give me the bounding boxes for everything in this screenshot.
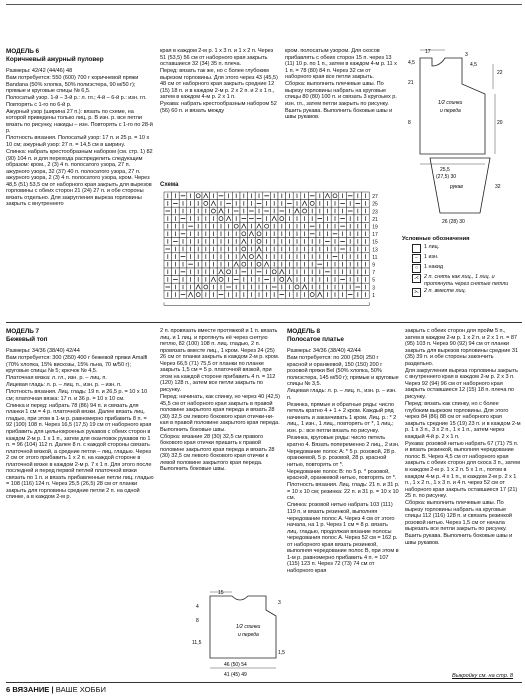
m8-materials: Вам потребуется: по 200 (250) 250 г красной и оранжевой, 150 (150) 200 г розовой пряжи Bel (50% хлопка, 50% полиэстера, 145 м/50 г); прямые и круговые спицы № 3,5. xyxy=(287,354,399,388)
chart-cell xyxy=(278,276,286,284)
k2tog-symbol-icon: ⋋ xyxy=(414,289,419,296)
top-rule xyxy=(6,4,522,5)
m8-gauge: Плотность вязания. Лиц. гладь: 21 п. и 31 р. = 10 х 10 см; резинка: 22 п. и 31 р. = 10 х 10 см. xyxy=(287,482,400,502)
d6-w: 25,5 xyxy=(440,167,450,173)
m6-sizes: Размеры: 42/42 (44/46) 48 xyxy=(6,67,73,74)
m7-garter: Платочная вязка: л. гл., изн. р. – лиц. п. xyxy=(6,375,107,382)
d7-bot: 41 (45) 49 xyxy=(224,672,247,678)
chart-cell xyxy=(255,238,263,246)
legend-item xyxy=(402,264,522,273)
magazine-brand: ВЯЗАНИЕ xyxy=(12,685,50,694)
chart-cell xyxy=(240,260,248,268)
d6-s3: 8 xyxy=(408,120,411,126)
d6-h1: 32 xyxy=(495,184,501,190)
m8-sleeves: Рукава: розовой нитью набрать 67 (71) 75 п. и вязать резинкой, выполняя чередование полос В. Через 4,5 см от наборного края закрыть с обеих сторон для скоса 3 п., затем в каждом 2-м р. 1 х 2 п. 5 х 1 п., потом в каждом 4-м р. 4 х 1 п., в каждом 2-м р. 2 х 1 п., 1 х 2 п., 1 х 3 п. и 4 п. через 52 см от наборного края закрыть оставшиеся 17 (21) 25 п. по рисунку. xyxy=(405,440,520,500)
chart-cell xyxy=(263,222,271,230)
d7-top: 15 xyxy=(218,590,224,596)
m6-sleeve-schematic xyxy=(410,148,510,230)
legend-label: 1 накид xyxy=(424,264,443,271)
m6-sleeves-cont: кром. полосатым узором. Для скосов прибавлять с обеих сторон 15 п. через 13 (11) 10 р. по 1 п., затем в каждом 4-м р. 11 х 1 п. = 78 (80) 84 п. Через 32 см от наборного края все петли закрыть. xyxy=(285,48,397,81)
chart-row-number: 21 xyxy=(372,216,378,223)
chart-row-number: 13 xyxy=(372,247,378,254)
chart-row-number: 17 xyxy=(372,232,378,239)
chart-row-number: 15 xyxy=(372,239,378,246)
m8-sizes: Размеры: 34/36 (38/40) 42/44 xyxy=(287,347,361,354)
chart-cell xyxy=(240,245,248,253)
chart-cell xyxy=(202,200,210,208)
d6-s1: 21 xyxy=(408,80,414,86)
m7-front: Перед: начинать, как спинку, но через 40 (42,5) 45,5 см от наборного края закрыть в правой половине закрытого края переда и вязать 28 (30) 32,5 см левого бокового края отички-ни-кая в правой половине закрытого края переда. Выполнить боковые швы. xyxy=(160,393,280,433)
d7-h1: 3 xyxy=(278,600,281,606)
chart-cell xyxy=(210,207,218,215)
m7-col1 xyxy=(6,328,154,501)
m7-name: Бежевый топ xyxy=(6,335,48,343)
d6-w3: 26 (28) 30 xyxy=(442,219,465,225)
chart-cell xyxy=(225,268,233,276)
m6-materials: Вам потребуется: 550 (600) 700 г коричневой пряжи Bandana (50% хлопка, 50% полиэстера, 90 м/50 г); прямые и круговые спицы № 6,5. xyxy=(6,74,139,95)
magazine-subtitle: ВАШЕ ХОББИ xyxy=(55,685,106,694)
purl-symbol-icon: − xyxy=(412,254,421,263)
m6-front: Перед: вязать так же, но с более глубоким вырезом горловины. Для этого через 43 (45,5) 48 см от наборного края закрыть средние 12 (15) 18 п. и в каждом 2-м р. 2 х 2 п. и 2 х 1 п., затем в каждом 4-м р. 2 х 1 п. xyxy=(160,68,278,101)
ssk-symbol-icon: ⋌ xyxy=(414,275,419,282)
m7-back-cont: 2 п. провязать вместе протяжкой и 1 п. вязать лиц. и 1 лиц. и протянуть её через снятую петлю, 82 (100) 108 п. лиц. гладью, 2 п. провязать вместе лиц., 1 кром. Через 24 (25) 26 см от планки закрыть в каждом 2-м р. кром. Через 66,5 (71) 75,5 от планки по планке закрыть 1,5 см = 5 р. платочной вязкой, при этом на каждой стороне прибавить 4 п. = 112 (120) 128 п., затем все петли закрыть по рисунку. xyxy=(160,328,280,393)
chart-cell xyxy=(202,283,210,291)
m6-title: МОДЕЛЬ 6 xyxy=(6,48,40,55)
m8-col2 xyxy=(405,328,521,547)
m7-assembly: Сборка: вязание 28 (30) 32,5 см правого бокового края отички пришить к правой половине закрытого края переда и вязать 28 (30) 32,5 см левого бокового края отички к левой половине закрытого края переда. Выполнить боковые швы. xyxy=(160,433,275,473)
d6-d: 20 xyxy=(497,120,503,126)
chart-row-number: 1 xyxy=(372,292,375,299)
yarnover-symbol-icon: ○ xyxy=(412,264,421,273)
legend-title: Условные обозначения xyxy=(402,236,470,242)
d6-w2: (27,5) 30 xyxy=(436,174,457,180)
d6-label-top: 1/2 спинки xyxy=(438,100,463,106)
m8-back-cont: закрыть с обеих сторон для пройм 5 п., затем в каждом 2-м р. 1 х 2 п. и 2 х 1 п. = 87 (95) 103 п. Через 90 (92) 94 см от планки закрыть для вырезов горловины средние 31 (35) 39 п. и обе стороны закончить раздельно. xyxy=(405,328,519,367)
chart-row-number: 27 xyxy=(372,194,378,201)
m7-sizes: Размеры: 34/36 (38/40) 42/44 xyxy=(6,347,80,354)
chart-row-number: 9 xyxy=(372,262,375,269)
m6-col3 xyxy=(285,48,397,122)
schema-title: Схема xyxy=(160,182,179,188)
chart-cell xyxy=(240,230,248,238)
m8-neck: Для закругления выреза горловины закрыть с внутреннего края в каждом 2-м р. 2 х 3 п. Через 92 (94) 96 см от наборного края закрыть оставшиеся 12 (15) 18 п. плеча по рисунку. xyxy=(405,367,518,400)
d7-s3: 11,5 xyxy=(192,640,202,646)
chart-repeat-bracket xyxy=(164,302,369,305)
chart-cell xyxy=(194,192,202,200)
m8-stockinette: Лицевая гладь: л. р. – лиц. п., изн. р. – изн. п. xyxy=(287,388,397,401)
m8-title: МОДЕЛЬ 8 xyxy=(287,328,321,335)
m8-stripes-b: Чередование полос В: по 5 р. * розовой, красной, оранжевой нитью, повторять от *. xyxy=(287,468,397,482)
footer-separator: | xyxy=(51,685,54,694)
legend-label: 1 лиц. xyxy=(424,244,440,251)
m6-col2 xyxy=(160,48,280,115)
continued-link[interactable]: Выкройку см. на стр. 8 xyxy=(452,673,514,679)
chart-row-number: 23 xyxy=(372,209,378,216)
d7-s1: 4 xyxy=(196,604,199,610)
chart-cell xyxy=(248,253,256,261)
m6-lace-pattern: Ажурный узор (ширина 27 п.): вязать по схеме, на которой приведены только лиц. р. В изн. р. все петли вязать по рисунку, накиды – изн. Повторять с 1-го по 28-й р. xyxy=(6,108,153,135)
m6-assembly: Сборка: выполнить плечевые швы. По вырезу горловины набрать на круговые спицы 80 (80) 100 п. и связать 3 кругоыех р. изн. гл., затем петли закрыть по рисунку. xyxy=(285,81,397,107)
m6-sleeves: Рукава: набрать крестообразным набором 52 (56) 60 п. и вязать между xyxy=(160,101,277,114)
m8-front: Перед: вязать как спинку, но с более глубоким вырезом горловины. Для этого через 84 (86) 88 см от наборного края закрыть средние 15 (19) 23 п. и в каждом 2-м р. 1 х 3 п., 3 х 2 п., 1 х 1 п., затем через каждый 4-й р. 2 х 1 п. xyxy=(405,401,521,440)
chart-cell xyxy=(194,291,202,299)
chart-row-number: 3 xyxy=(372,285,375,292)
page-number: 6 xyxy=(6,685,11,694)
legend-label: 1 изн. xyxy=(424,254,439,261)
legend-item xyxy=(402,274,522,287)
chart-cell xyxy=(308,291,316,299)
m6-back-cont: края в каждом 2-м р. 1 х 3 п. и 1 х 2 п. Через 51 (53,5) 56 см от наборного края закрыть оставшиеся 32 (34) 35 п. плеча. xyxy=(160,48,274,68)
legend xyxy=(402,236,522,298)
chart-cell xyxy=(308,200,316,208)
chart-cell xyxy=(331,192,339,200)
m7-stockinette: Лицевая гладь: л. р. – лиц. п., изн. р. – изн. п. xyxy=(6,382,122,389)
chart-cell xyxy=(301,207,309,215)
chart-cell xyxy=(270,268,278,276)
d6-s2: 4,5 xyxy=(408,60,415,66)
m6-back: Спинка: набрать крестообразным набором (см. стр. 1) 82 (90) 104 п. и для перехода распределить следующим образом: кром., 2 (3) 4 п. полосатого узора, 27 п. ажурного узора, 32 (37) 40 п. полосатого узора, 27 п. ажурного узора, 2 (3) 4 п. полосатого узора, кром. Через 48,5 (51) 53,5 см от наборного края закрыть для вырезов горловины с обеих сторон 21 (24) 27 п. и обе стороны вязать отдельно. Для закругления выреза горловины закрыть с внутреннего xyxy=(6,148,153,208)
chart-row-number: 25 xyxy=(372,201,378,208)
m8-rib-flat: Резинка, прямые и обратные ряды: число петель кратно 4 + 1 + 2 кром. Каждый ряд начинать и заканчивать 1 кром. Лиц. р.: * 2 лиц., 1 изн., 1 лиц., повторять от *, 1 лиц.; изн. р.: все петли вязать по рисунку. xyxy=(287,401,397,434)
m8-rib-round: Резинка, круговые ряды: число петель кратно 4. Вязать попеременно 2 лиц., 2 изн. xyxy=(287,435,400,448)
d6-b: 4,5 xyxy=(470,62,477,68)
m6-assembly-end: Вшить рукава. Выполнить боковые швы и швы рукавов. xyxy=(285,107,393,121)
legend-label: 2 п. вместе лиц. xyxy=(424,288,467,295)
knitting-chart xyxy=(158,190,398,302)
m8-name: Полосатое платье xyxy=(287,335,344,343)
d7-s2: 8 xyxy=(196,618,199,624)
legend-item xyxy=(402,288,522,297)
chart-cell xyxy=(255,230,263,238)
chart-row-number: 19 xyxy=(372,224,378,231)
legend-item xyxy=(402,254,522,263)
legend-item xyxy=(402,244,522,253)
m6-col1 xyxy=(6,48,154,208)
m7-gauge: Плотность вязания. Лиц. гладь: 19 п. и 26,5 р. = 10 х 10 см; платочная вязка: 17 п. и 36 р. = 10 х 10 см. xyxy=(6,389,148,402)
section-divider xyxy=(6,322,522,323)
m6-stripe-pattern: Полосатый узор. 1-й – 3-й р.: л. гл.; 4-й – 6-й р.: изн. гл. Повторять с 1-го по 6-й р. xyxy=(6,95,147,108)
d7-w: 46 (50) 54 xyxy=(224,662,247,668)
m6-name: Коричневый ажурный пуловер xyxy=(6,55,104,63)
m8-col1 xyxy=(287,328,400,575)
d6-c: 22 xyxy=(497,70,503,76)
chart-cell xyxy=(217,215,225,223)
chart-row-number: 5 xyxy=(372,277,375,284)
chart-cell xyxy=(293,283,301,291)
m7-schematic xyxy=(188,588,284,682)
legend-label: 2 п. снять как лиц., 1 лиц. и протянуть через снятые петли xyxy=(424,274,509,287)
m7-col2 xyxy=(160,328,280,474)
d6-sleeve-label: рукав xyxy=(450,184,463,190)
footer xyxy=(6,685,106,694)
d7-label: 1/2 спинки xyxy=(236,624,261,630)
chart-cell xyxy=(217,276,225,284)
m8-stripes-a: Чередование полос А: * 5 р. розовой, 28 р. оранжевой, 5 р. розовой, 28 р. красной нитью, повторять от *. xyxy=(287,448,396,468)
chart-row-number: 7 xyxy=(372,270,375,277)
m8-back: Спинка: розовой нитью набрать 103 (111) 119 п. и вязать резинкой, выполняя чередование полос А. Через 4 см от этого начала, на 1 р. Через 1 см = 8 р. вязать лиц. гладью, продолжая вязание полосы чередования полос А. Через 52 см = 162 р. от наборного края вязать резинкой, выполняя чередование полос В, при этом в 1-м р. равномерно прибавить 4 п. = 107 (115) 123 п. Через 72 (73) 74 см от наборного края xyxy=(287,502,399,574)
d7-label2: и переда xyxy=(238,632,259,638)
m7-back-front: Спинка и перед: набрать 78 (86) 94 п. и связать для планки 1 см = 4 р. платочной вязки. Далее вязать лиц. гладью, при этом в 1-м р. равномерно прибавить 8 п. = 92 (100) 108 п. Через 16,5 (17,5) 19 см от наборного края прибавить для цельнокроеных рукавов с обеих сторон в каждом 2-м р. 1 х 1 п., затем для окантовок рукавов по 1 п. = 96 (104) 112 п. Далее 8 п. с каждой стороны связать платочной вязкой, а средние петли – лиц. гладью. Через 2 см от этого прибавить 1 х 2 п. на каждой стороне в платочной вязке в каждом 2-м р. 7 х 1 п. Для этого после последней и перед первой петлей платочной вязки связать по 1 п. и вязать прибавленные петли лиц. гладью = 108 (116) 124 п. Через 25,5 (26,5) 28 см от планки закрыть для горловины средние петли 2 п. на одной спинке, а в каждом 2-м р. xyxy=(6,402,154,501)
d7-h2: 1,5 xyxy=(278,650,285,656)
m6-gauge: Плотность вязания. Полосатый узор: 17 п. и 25 р. = 10 х 10 см; ажурный узор: 27 п. = 14,5 см в ширину. xyxy=(6,135,150,148)
d6-label-bot: и переда xyxy=(440,108,461,114)
chart-cell xyxy=(278,215,286,223)
m8-assembly: Сборка: выполнить плечевые швы. По вырезу горловины набрать на круговые спицы 112 (116) 128 п. и связать резинкой розовой нитью. Через 1,5 см от начала вырезать все петли закрыть по рисунку. Вшить рукава. Выполнить боковые швы и швы рукавов. xyxy=(405,500,513,546)
d6-top: 17 xyxy=(425,49,431,55)
d6-a: 3 xyxy=(465,52,468,58)
footer-rule xyxy=(6,682,522,683)
chart-cell xyxy=(232,222,240,230)
m7-materials: Вам потребуется: 300 (350) 400 г бежевой пряжи Amalfi (70% хлопка, 15% вискозы, 15% льна, 70 м/50 г); круговые спицы № 5; крючок № 4,5. xyxy=(6,354,148,375)
chart-cell xyxy=(255,260,263,268)
knit-symbol-icon xyxy=(412,244,421,253)
chart-row-number: 11 xyxy=(372,254,378,261)
m7-title: МОДЕЛЬ 7 xyxy=(6,328,40,335)
